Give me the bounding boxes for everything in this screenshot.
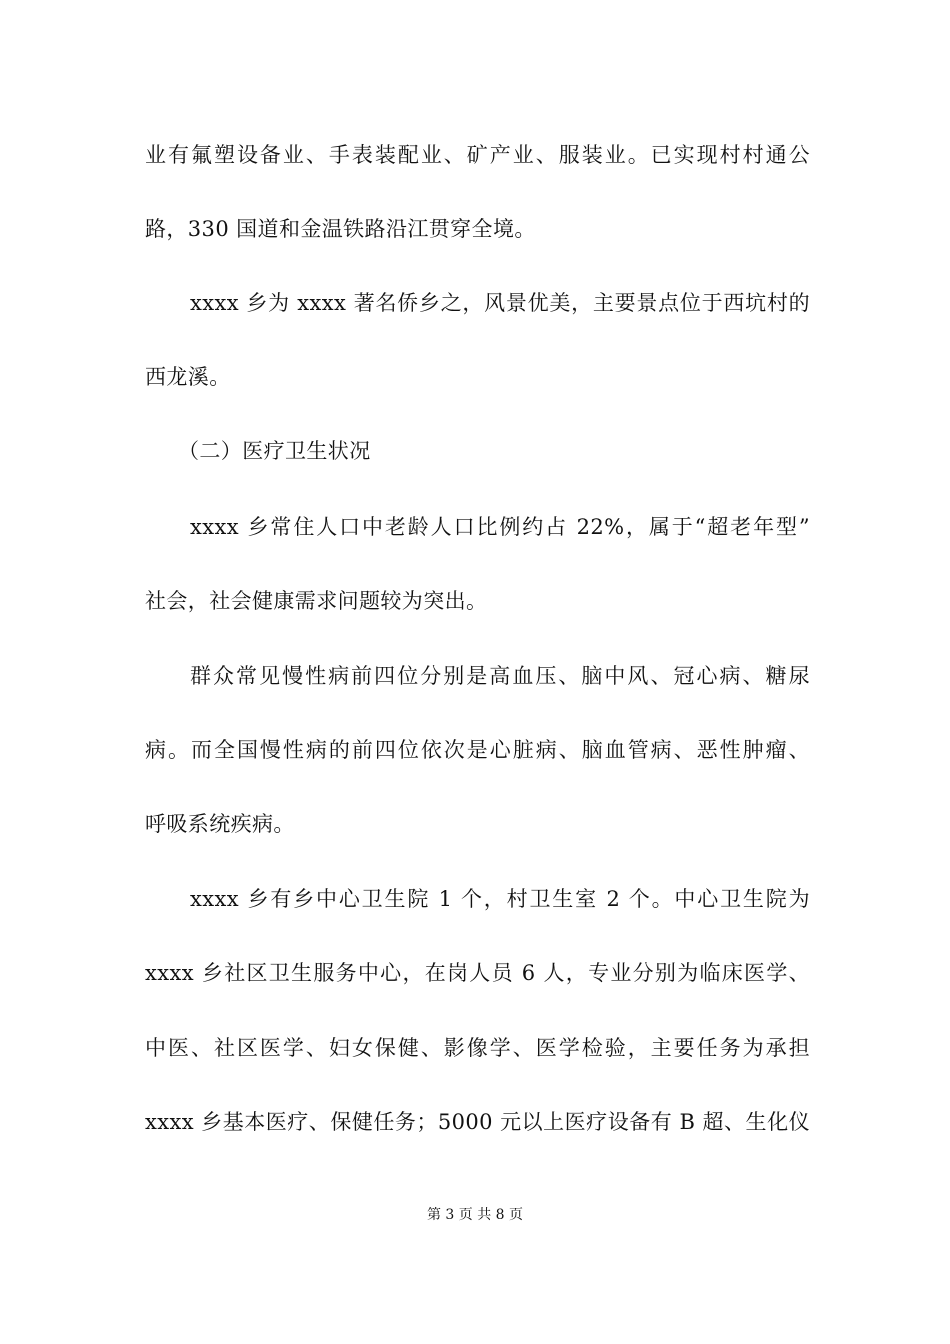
paragraph-line: 西龙溪。 [145, 365, 231, 389]
paragraph-line: xxxx 乡为 xxxx 著名侨乡之，风景优美，主要景点位于西坑村的 [190, 291, 810, 315]
paragraph-line: 呼吸系统疾病。 [145, 812, 295, 836]
paragraph-line: 社会，社会健康需求问题较为突出。 [145, 589, 488, 613]
page-number-footer: 第 3 页 共 8 页 [426, 1207, 524, 1223]
section-heading: （二）医疗卫生状况 [178, 439, 371, 463]
paragraph-line: xxxx 乡社区卫生服务中心，在岗人员 6 人，专业分别为临床医学、 [145, 961, 810, 985]
paragraph-line: xxxx 乡有乡中心卫生院 1 个，村卫生室 2 个。中心卫生院为 [190, 887, 810, 911]
paragraph-line: xxxx 乡基本医疗、保健任务；5000 元以上医疗设备有 B 超、生化仪 [145, 1110, 810, 1134]
paragraph-line: 业有氟塑设备业、手表装配业、矿产业、服装业。已实现村村通公 [145, 143, 810, 167]
paragraph-line: 路，330 国道和金温铁路沿江贯穿全境。 [145, 217, 536, 241]
paragraph-line: 中医、社区医学、妇女保健、影像学、医学检验，主要任务为承担 [145, 1036, 810, 1060]
paragraph-line: 群众常见慢性病前四位分别是高血压、脑中风、冠心病、糖尿 [190, 664, 810, 688]
paragraph-line: xxxx 乡常住人口中老龄人口比例约占 22%，属于“超老年型” [190, 515, 810, 539]
paragraph-line: 病。而全国慢性病的前四位依次是心脏病、脑血管病、恶性肿瘤、 [145, 738, 810, 762]
